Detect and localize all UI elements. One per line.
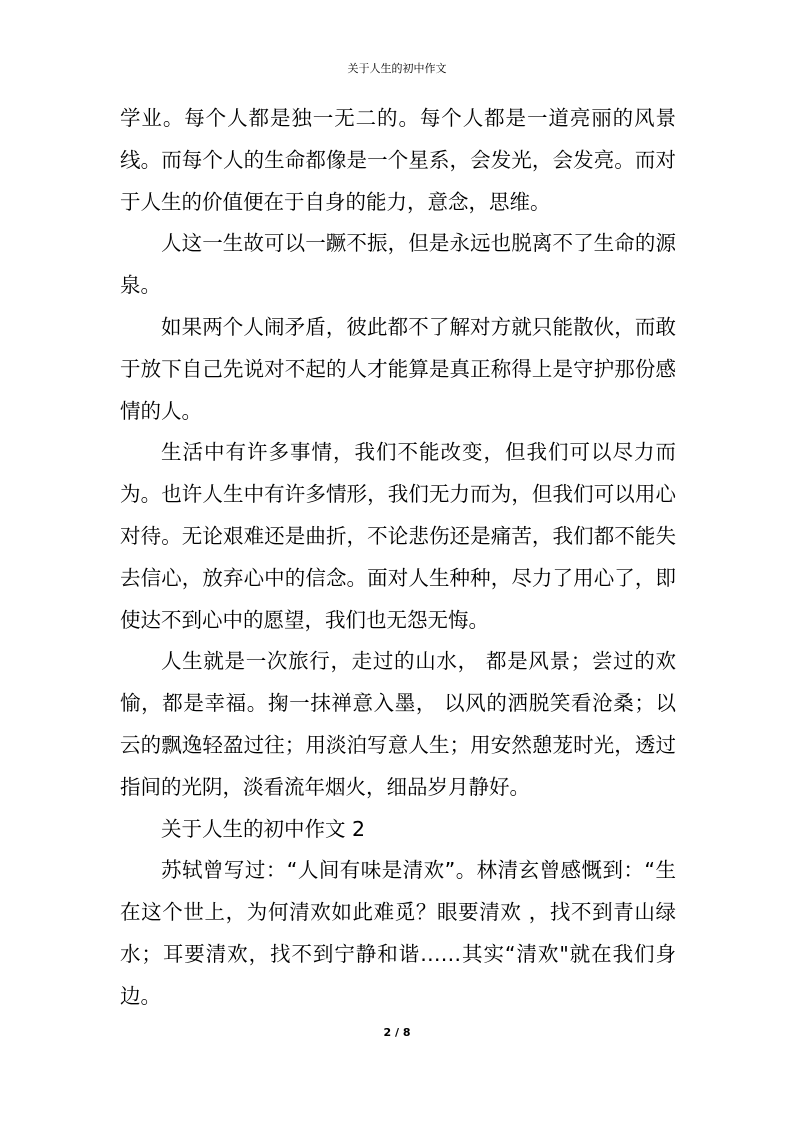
paragraph: 生活中有许多事情，我们不能改变，但我们可以尽力而为。也许人生中有许多情形，我们无力而为，但我们可以用心对待。无论艰难还是曲折，不论悲伤还是痛苦，我们都不能失去信心，放弃心中的信念。面对人生种种，尽力了用心了，即使达不到心中的愿望，我们也无怨无悔。 (120, 440, 676, 632)
page-indicator: 2 / 8 (383, 1026, 411, 1039)
paragraph: 人生就是一次旅行，走过的山水， 都是风景；尝过的欢愉，都是幸福。掬一抹禅意入墨， 以风的洒脱笑看沧桑；以云的飘逸轻盈过往；用淡泊写意人生；用安然憩茏时光，透过指间的光阴，淡看流年烟火，细品岁月静好。 (120, 649, 676, 799)
paragraph: 学业。每个人都是独一无二的。每个人都是一道亮丽的风景线。而每个人的生命都像是一个星系，会发光，会发亮。而对于人生的价值便在于自身的能力，意念，思维。 (120, 106, 676, 214)
section-heading: 关于人生的初中作文 2 (161, 816, 366, 841)
page-footer (0, 1025, 794, 1041)
paragraph: 如果两个人闹矛盾，彼此都不了解对方就只能散伙，而敢于放下自己先说对不起的人才能算是真正称得上是守护那份感情的人。 (120, 314, 676, 423)
paragraph: 苏轼曾写过：“人间有味是清欢”。林清玄曾感慨到：“生在这个世上，为何清欢如此难觅？眼要清欢 ，找不到青山绿水；耳要清欢，找不到宁静和谐……其实“清欢"就在我们身边。 (120, 858, 676, 1008)
page-header (0, 61, 794, 77)
header-title: 关于人生的初中作文 (347, 62, 447, 75)
paragraph: 人这一生故可以一蹶不振，但是永远也脱离不了生命的源泉。 (120, 231, 676, 298)
document-body (120, 98, 676, 1018)
